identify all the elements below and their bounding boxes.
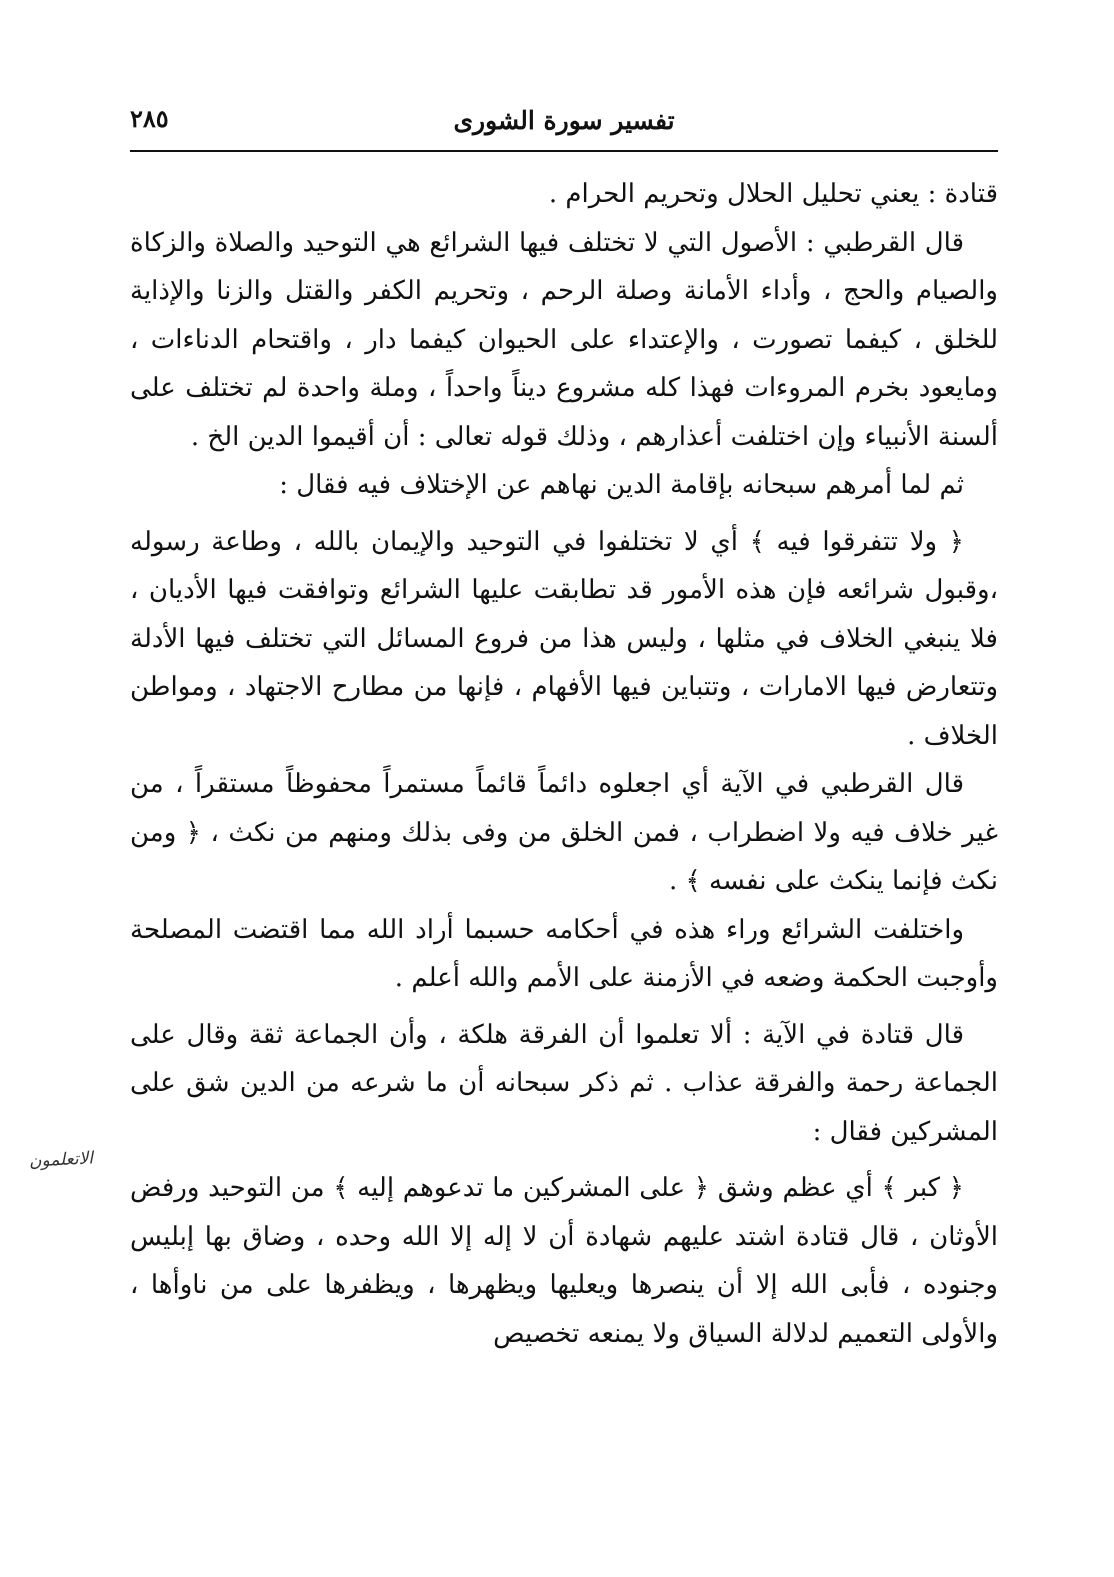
paragraph: واختلفت الشرائع وراء هذه في أحكامه حسبما أراد الله مما اقتضت المصلحة وأوجبت الحكمة وضعه في الأزمنة على الأمم والله أعلم . — [130, 914, 998, 993]
paragraph: قتادة : يعني تحليل الحلال وتحريم الحرام . — [548, 179, 998, 209]
paragraph: قال قتادة في الآية : ألا تعلموا أن الفرقة هلكة ، وأن الجماعة ثقة وقال على الجماعة رحمة والفرقة عذاب . ثم ذكر سبحانه أن ما شرعه من الدين شق على المشركين فقال : — [130, 1019, 998, 1147]
handwritten-margin-note: الاتعلمون — [28, 1148, 94, 1172]
running-title: تفسير سورة الشورى — [453, 106, 675, 135]
paragraph: قال القرطبي : الأصول التي لا تختلف فيها الشرائع هي التوحيد والصلاة والزكاة والصيام والحج ، وأداء الأمانة وصلة الرحم ، وتحريم الكفر والقتل والزنا والإذاية للخلق ، كيفما تصورت ، والإعتداء على الحيوان كيفما دار ، واقتحام الدناءات ، ومايعود بخرم المروءات فهذا كله مشروع ديناً واحداً ، وملة واحدة لم تختلف على ألسنة الأنبياء وإن اختلفت أعذارهم ، وذلك قوله تعالى : أن أقيموا الدين الخ . — [130, 227, 998, 452]
page-number: ٢٨٥ — [130, 104, 169, 133]
paragraph: قال القرطبي في الآية أي اجعلوه دائماً قائماً مستمراً محفوظاً مستقراً ، من غير خلاف فيه ولا اضطراب ، فمن الخلق من وفى بذلك ومنهم من نكث ، ﴿ ومن نكث فإنما ينكث على نفسه ﴾ . — [130, 769, 998, 896]
header-rule — [130, 150, 998, 152]
paragraph: ﴿ ولا تتفرقوا فيه ﴾ أي لا تختلفوا في التوحيد والإيمان بالله ، وطاعة رسوله ،وقبول شرائعه فإن هذه الأمور قد تطابقت عليها الشرائع وتوافقت فيها الأديان ، فلا ينبغي الخلاف في مثلها ، وليس هذا من فروع المسائل التي تختلف فيها الأدلة وتتعارض فيها الامارات ، وتتباين فيها الأفهام ، فإنها من مطارح الاجتهاد ، ومواطن الخلاف . — [130, 526, 998, 751]
page-header — [130, 100, 998, 148]
paragraph: ثم لما أمرهم سبحانه بإقامة الدين نهاهم عن الإختلاف فيه فقال : — [279, 470, 964, 500]
paragraph: ﴿ كبر ﴾ أي عظم وشق ﴿ على المشركين ما تدعوهم إليه ﴾ من التوحيد ورفض الأوثان ، قال قتادة اشتد عليهم شهادة أن لا إله إلا الله وحده ، وضاق بها إبليس وجنوده ، فأبى الله إلا أن ينصرها ويعليها ويظهرها ، ويظفرها على من ناوأها ، والأولى التعميم لدلالة السياق ولا يمنعه تخصيص — [130, 1173, 998, 1349]
body-text — [130, 170, 998, 1358]
document-page — [130, 100, 998, 1560]
